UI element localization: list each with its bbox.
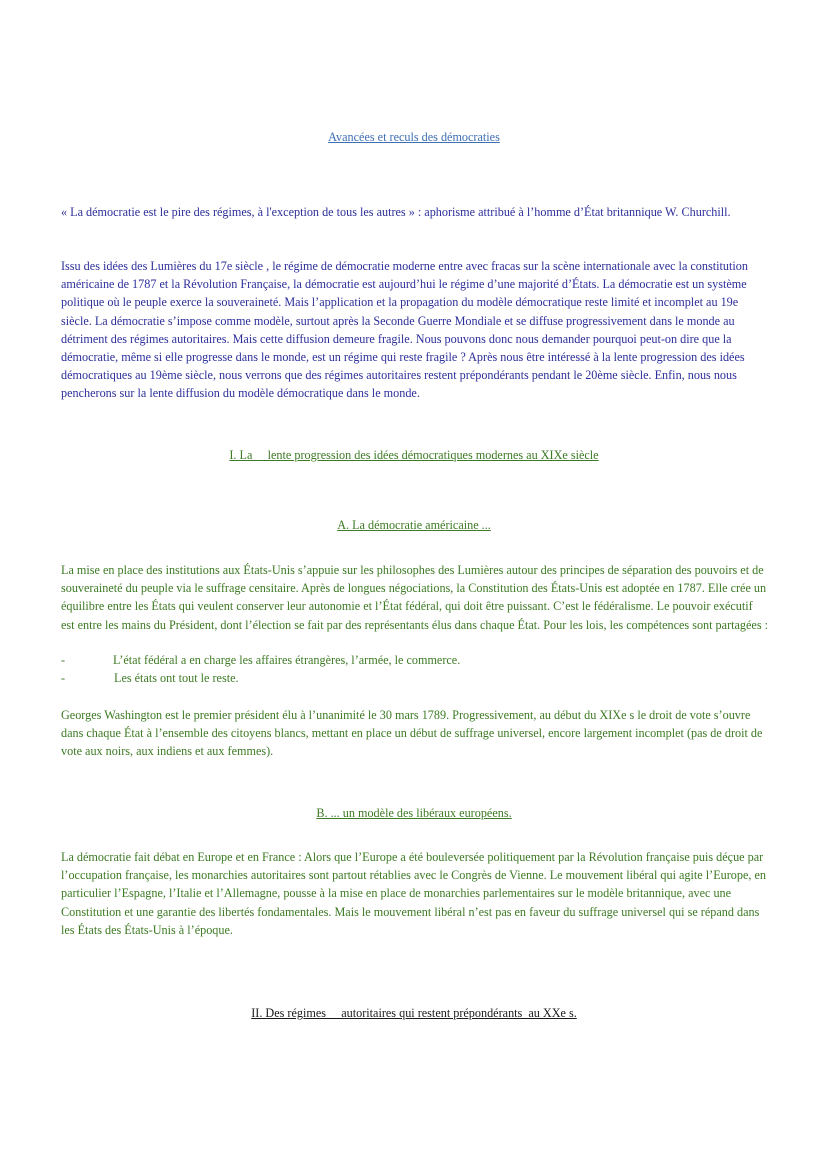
section-2-heading-line bbox=[0, 1004, 828, 1022]
document-title[interactable]: Avancées et reculs des démocraties bbox=[328, 130, 500, 144]
subsection-b-heading: B. ... un modèle des libéraux européens. bbox=[316, 806, 512, 820]
subsection-b-heading-line bbox=[0, 804, 828, 822]
intro-paragraph: Issu des idées des Lumières du 17e siècle , le régime de démocratie moderne entre avec fracas sur la scène internationale avec la constitution américaine de 1787 et la Révolution Française, la démocratie est aujourd’hui le régime d’une majorité d’États. La démocratie est un système politique où le peuple exerce la souveraineté. Mais l’application et la propagation du modèle démocratique reste limité et incomplet au 19e siècle. La démocratie s’impose comme modèle, surtout après la Seconde Guerre Mondiale et se diffuse progressivement dans le monde au détriment des régimes autoritaires. Mais cette diffusion demeure fragile. Nous pouvons donc nous demander pourquoi peut-on dire que la démocratie, même si elle progresse dans le monde, est un régime qui reste fragile ? Après nous être intéressé à la lente progression des idées démocratiques au 19ème siècle, nous verrons que des régimes autoritaires restent prépondérants pendant le 20ème siècle. Enfin, nous nous pencherons sur la lente diffusion du modèle démocratique dans le monde. bbox=[61, 259, 748, 401]
subsection-b-paragraph: La démocratie fait débat en Europe et en France : Alors que l’Europe a été bouleversée politiquement par la Révolution française puis déçue par l’occupation française, les monarchies autoritaires sont partout rétablies avec le Congrès de Vienne. Le mouvement libéral qui agite l’Europe, en particulier l’Espagne, l’Italie et l’Allemagne, pousse à la mise en place de monarchies parlementaires sur le modèle britannique, avec une Constitution et une garantie des libertés fondamentales. Mais le mouvement libéral n’est pas en faveur du suffrage universel qui se répand dans les États des États-Unis à l’époque. bbox=[61, 850, 766, 937]
intro-quote: « La démocratie est le pire des régimes, à l'exception de tous les autres » : aphorisme attribué à l’homme d’État britannique W. Churchill. bbox=[61, 205, 731, 219]
bullet-text: L’état fédéral a en charge les affaires étrangères, l’armée, le commerce. bbox=[113, 653, 461, 667]
bullet-dash: - bbox=[61, 671, 66, 685]
subsection-a-heading-line bbox=[0, 516, 828, 534]
section-1-heading-line bbox=[0, 446, 828, 464]
document-title-line bbox=[0, 128, 828, 146]
subsection-a-heading: A. La démocratie américaine ... bbox=[337, 518, 491, 532]
subsection-a-paragraph-2: Georges Washington est le premier président élu à l’unanimité le 30 mars 1789. Progressivement, au début du XIXe s le droit de vote s’ouvre dans chaque État à l’ensemble des citoyens blancs, mettant en place un début de suffrage universel, encore largement incomplet (pas de droit de vote aux noirs, aux indiens et aux femmes). bbox=[61, 708, 763, 759]
subsection-a-paragraph-1: La mise en place des institutions aux États-Unis s’appuie sur les philosophes des Lumières autour des principes de séparation des pouvoirs et de souveraineté du peuple via le suffrage censitaire. Après de longues négociations, la Constitution des États-Unis est adoptée en 1787. Elle crée un équilibre entre les États qui veulent conserver leur autonomie et l’État fédéral, qui doit être puissant. C’est le fédéralisme. Le pouvoir exécutif est entre les mains du Président, dont l’élection se fait par des représentants élus dans chaque État. Pour les lois, les compétences sont partagées : bbox=[61, 563, 769, 632]
bullet-text: Les états ont tout le reste. bbox=[114, 671, 239, 685]
section-1-heading: I. La lente progression des idées démocratiques modernes au XIXe siècle bbox=[229, 448, 599, 462]
section-2-heading: II. Des régimes autoritaires qui restent prépondérants au XXe s. bbox=[251, 1006, 577, 1020]
bullet-dash: - bbox=[61, 653, 66, 667]
